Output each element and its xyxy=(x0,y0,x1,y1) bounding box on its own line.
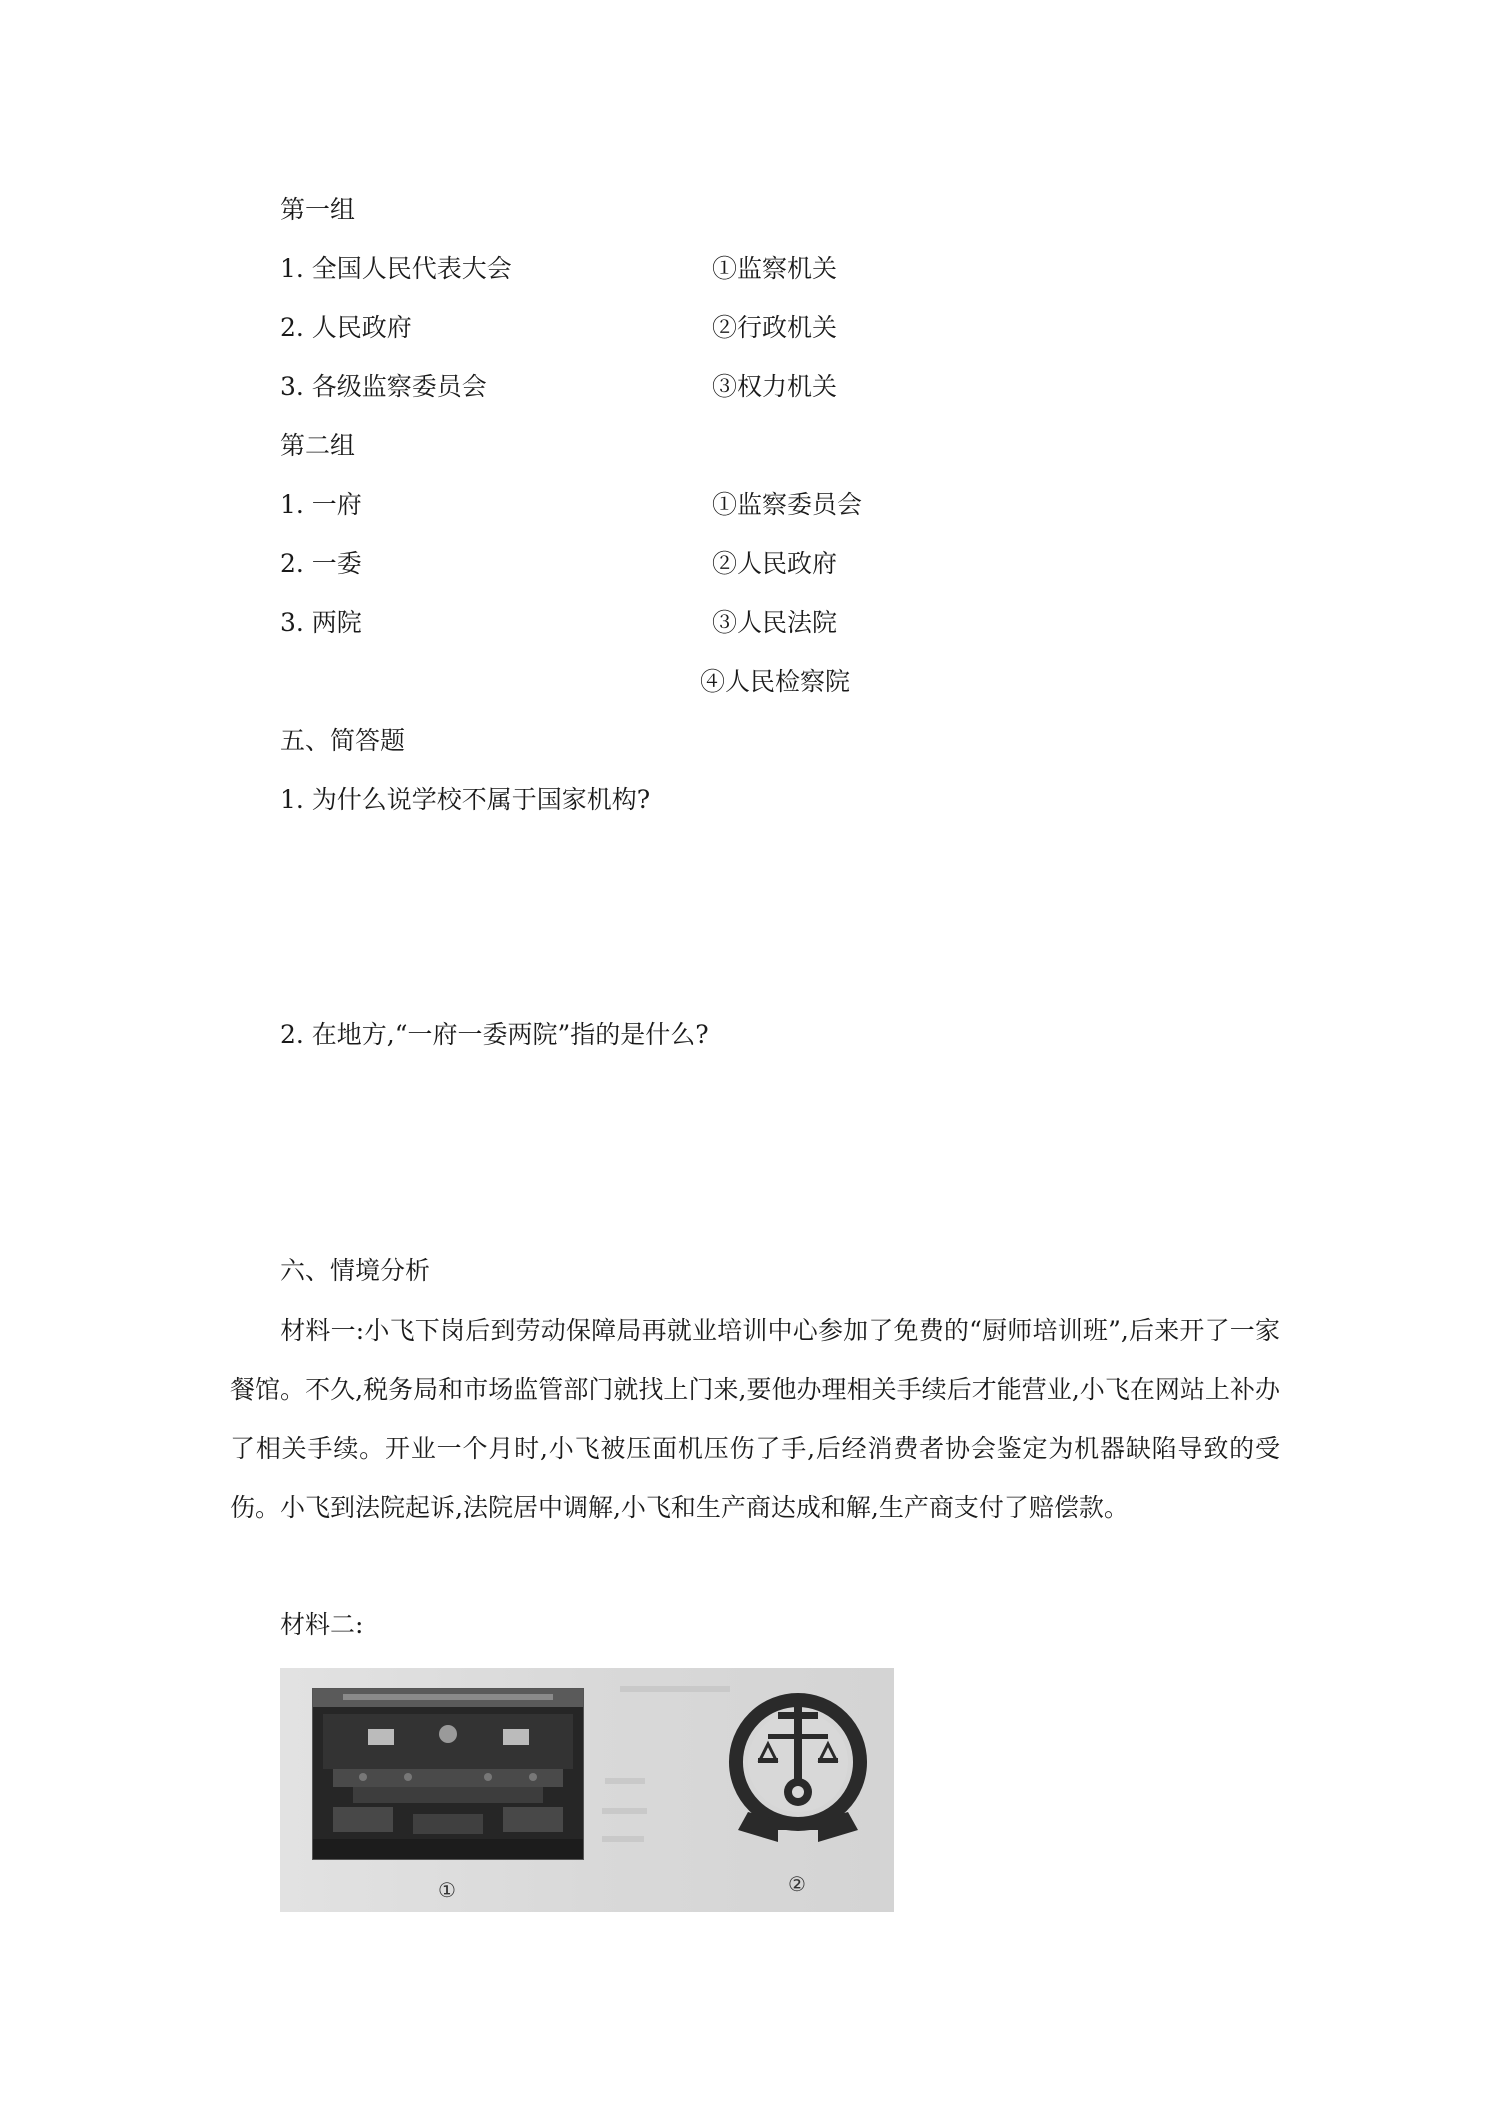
question-2: 2. 在地方,“一府一委两院”指的是什么? xyxy=(280,1020,709,1049)
material-1-paragraph xyxy=(230,1301,1280,1537)
figure-label-2: ② xyxy=(788,1872,806,1896)
group1-right-item-3: ③权力机关 xyxy=(712,372,838,401)
material-2-label: 材料二: xyxy=(280,1610,364,1639)
group2-left-item-1: 1. 一府 xyxy=(280,490,362,519)
question-1: 1. 为什么说学校不属于国家机构? xyxy=(280,785,651,814)
section5-title: 五、简答题 xyxy=(280,726,406,755)
group1-left-item-2: 2. 人民政府 xyxy=(280,313,412,342)
group2-title: 第二组 xyxy=(280,431,356,460)
material-1-text: 材料一:小飞下岗后到劳动保障局再就业培训中心参加了免费的“厨师培训班”,后来开了一家餐馆。不久,税务局和市场监管部门就找上门来,要他办理相关手续后才能营业,小飞在网站上补办了相关手续。开业一个月时,小飞被压面机压伤了手,后经消费者协会鉴定为机器缺陷导致的受伤。小飞到法院起诉,法院居中调解,小飞和生产商达成和解,生产商支付了赔偿款。 xyxy=(230,1316,1280,1522)
group1-left-item-3: 3. 各级监察委员会 xyxy=(280,372,487,401)
group2-left-item-3: 3. 两院 xyxy=(280,608,362,637)
group1-title: 第一组 xyxy=(280,195,356,224)
group2-right-item-4: ④人民检察院 xyxy=(700,667,851,696)
group1-right-item-2: ②行政机关 xyxy=(712,313,838,342)
figure-label-1: ① xyxy=(438,1878,456,1902)
group2-left-item-2: 2. 一委 xyxy=(280,549,362,578)
material-2-figure xyxy=(280,1668,894,1912)
group1-right-item-1: ①监察机关 xyxy=(712,254,838,283)
group2-right-item-1: ①监察委员会 xyxy=(712,490,863,519)
section6-title: 六、情境分析 xyxy=(280,1256,431,1285)
group2-right-item-3: ③人民法院 xyxy=(712,608,838,637)
courtroom-photo xyxy=(312,1688,584,1860)
group2-right-item-2: ②人民政府 xyxy=(712,549,838,578)
court-emblem-icon xyxy=(728,1692,868,1852)
group1-left-item-1: 1. 全国人民代表大会 xyxy=(280,254,512,283)
